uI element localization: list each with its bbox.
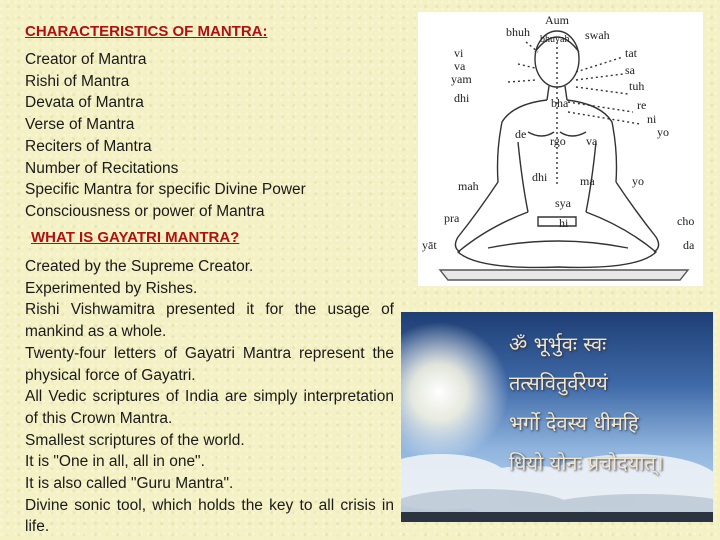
- label-aum: Aum: [545, 13, 569, 27]
- list-item: Number of Recitations: [25, 159, 179, 177]
- gayatri-list: [25, 256, 394, 538]
- label-va-2: va: [586, 134, 598, 148]
- mantra-line-2: तत्सवितुर्वरेण्यं: [509, 371, 608, 395]
- list-item: Experimented by Rishes.: [25, 279, 198, 297]
- gayatri-mantra-sky-image: [401, 312, 713, 522]
- label-tuh: tuh: [629, 79, 645, 93]
- list-item: Specific Mantra for specific Divine Power: [25, 181, 306, 199]
- label-re: re: [637, 98, 647, 112]
- characteristics-list: [25, 49, 306, 223]
- list-item: It is "One in all, all in one".: [25, 453, 205, 471]
- mantra-line-1: ॐ भूर्भुवः स्वः: [509, 332, 607, 356]
- label-tat: tat: [625, 46, 637, 60]
- list-item: Created by the Supreme Creator.: [25, 258, 254, 275]
- label-sya: sya: [555, 196, 571, 210]
- list-item: Verse of Mantra: [25, 116, 135, 134]
- list-item: Rishi of Mantra: [25, 72, 130, 90]
- gayatri-heading: WHAT IS GAYATRI MANTRA?: [31, 229, 240, 246]
- list-item: Consciousness or power of Mantra: [25, 202, 265, 220]
- label-de: de: [515, 127, 527, 141]
- label-dhi-2: dhi: [532, 170, 548, 184]
- label-yo-2: yo: [632, 174, 644, 188]
- mantra-line-4: धियो योनः प्रचोदयात्।: [509, 451, 664, 475]
- list-item: Rishi Vishwamitra presented it for the usage of mankind as a whole.: [25, 301, 394, 341]
- list-item: Creator of Mantra: [25, 51, 147, 68]
- list-item: It is also called "Guru Mantra".: [25, 475, 234, 493]
- label-ma: ma: [580, 174, 595, 188]
- mantra-line-3: भर्गो देवस्य धीमहि: [509, 411, 639, 435]
- label-yo-1: yo: [657, 125, 669, 139]
- label-yat: yāt: [422, 238, 437, 252]
- label-bha: bha: [551, 96, 569, 110]
- label-swah: swah: [585, 28, 610, 42]
- label-sa: sa: [625, 63, 635, 77]
- list-item: Reciters of Mantra: [25, 137, 152, 155]
- yoga-figure-image: [418, 12, 703, 286]
- characteristics-heading: CHARACTERISTICS OF MANTRA:: [25, 23, 268, 40]
- label-da: da: [683, 238, 695, 252]
- list-item: Devata of Mantra: [25, 94, 144, 112]
- label-vi: vi: [454, 46, 464, 60]
- label-dhi-1: dhi: [454, 91, 470, 105]
- list-item: Twenty-four letters of Gayatri Mantra represent the physical force of Gayatri.: [25, 344, 394, 384]
- label-hi: hi: [559, 216, 569, 230]
- list-item: Smallest scriptures of the world.: [25, 431, 245, 449]
- label-yam: yam: [451, 72, 472, 86]
- list-item: All Vedic scriptures of India are simply interpretation of this Crown Mantra.: [25, 388, 394, 427]
- label-rgo: rgo: [550, 134, 566, 148]
- label-bhuh: bhuh: [506, 25, 530, 39]
- label-mah: mah: [458, 179, 479, 193]
- label-va-1: va: [454, 59, 466, 73]
- list-item: Divine sonic tool, which holds the key to all crisis in life.: [25, 496, 394, 536]
- label-bhuvah: bhuvah: [540, 34, 570, 45]
- label-ni: ni: [647, 112, 657, 126]
- label-pra: pra: [444, 211, 460, 225]
- label-cho: cho: [677, 214, 695, 228]
